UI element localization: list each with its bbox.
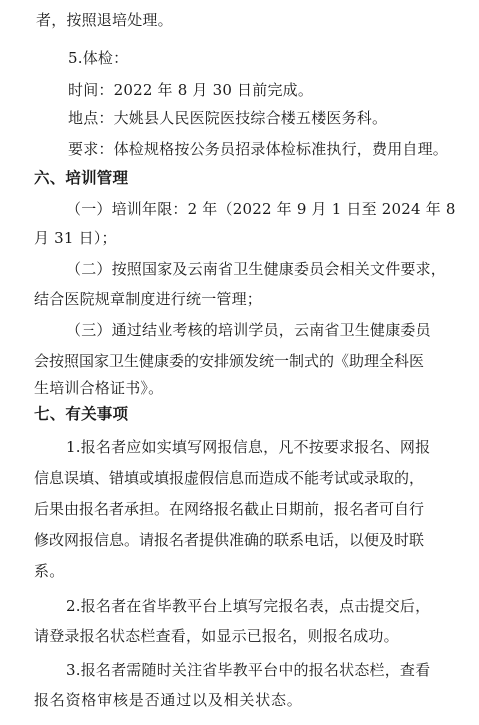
text-line: 1.报名者应如实填写网报信息，凡不按要求报名、网报 bbox=[66, 438, 431, 456]
text-line: （二）按照国家及云南省卫生健康委员会相关文件要求， bbox=[66, 260, 447, 278]
text-line: 3.报名者需随时关注省毕教平台中的报名状态栏，查看 bbox=[66, 661, 431, 679]
text-line: 地点：大姚县人民医院医技综合楼五楼医务科。 bbox=[68, 109, 388, 127]
section-heading: 六、培训管理 bbox=[34, 169, 129, 187]
text-line: 2.报名者在省毕教平台上填写完报名表，点击提交后， bbox=[66, 597, 431, 615]
text-line: 时间：2022 年 8 月 30 日前完成。 bbox=[68, 81, 314, 99]
text-line: 信息误填、错填或填报虚假信息而造成不能考试或录取的， bbox=[34, 469, 425, 487]
text-line: 后果由报名者承担。在网络报名截止日期前，报名者可自行 bbox=[34, 500, 425, 518]
text-line: 会按照国家卫生健康委的安排颁发统一制式的《助理全科医 bbox=[34, 352, 425, 370]
text-line: 5.体检： bbox=[68, 49, 129, 67]
text-line: 修改网报信息。请报名者提供准确的联系电话，以便及时联 bbox=[34, 531, 425, 549]
section-heading: 七、有关事项 bbox=[34, 405, 129, 423]
text-line: 请登录报名状态栏查看，如显示已报名，则报名成功。 bbox=[34, 627, 399, 645]
text-line: 结合医院规章制度进行统一管理； bbox=[34, 290, 263, 308]
text-line: （一）培训年限：2 年（2022 年 9 月 1 日至 2024 年 8 bbox=[66, 200, 456, 218]
text-line: 月 31 日）； bbox=[34, 229, 117, 247]
text-line: 者，按照退培处理。 bbox=[36, 11, 173, 29]
text-line: 生培训合格证书》。 bbox=[34, 379, 164, 397]
text-line: 系。 bbox=[34, 562, 65, 580]
text-line: 要求：体检规格按公务员招录体检标准执行，费用自理。 bbox=[68, 140, 449, 158]
text-line: 报名资格审核是否通过以及相关状态。 bbox=[34, 691, 303, 709]
text-line: （三）通过结业考核的培训学员，云南省卫生健康委员 bbox=[66, 321, 431, 339]
